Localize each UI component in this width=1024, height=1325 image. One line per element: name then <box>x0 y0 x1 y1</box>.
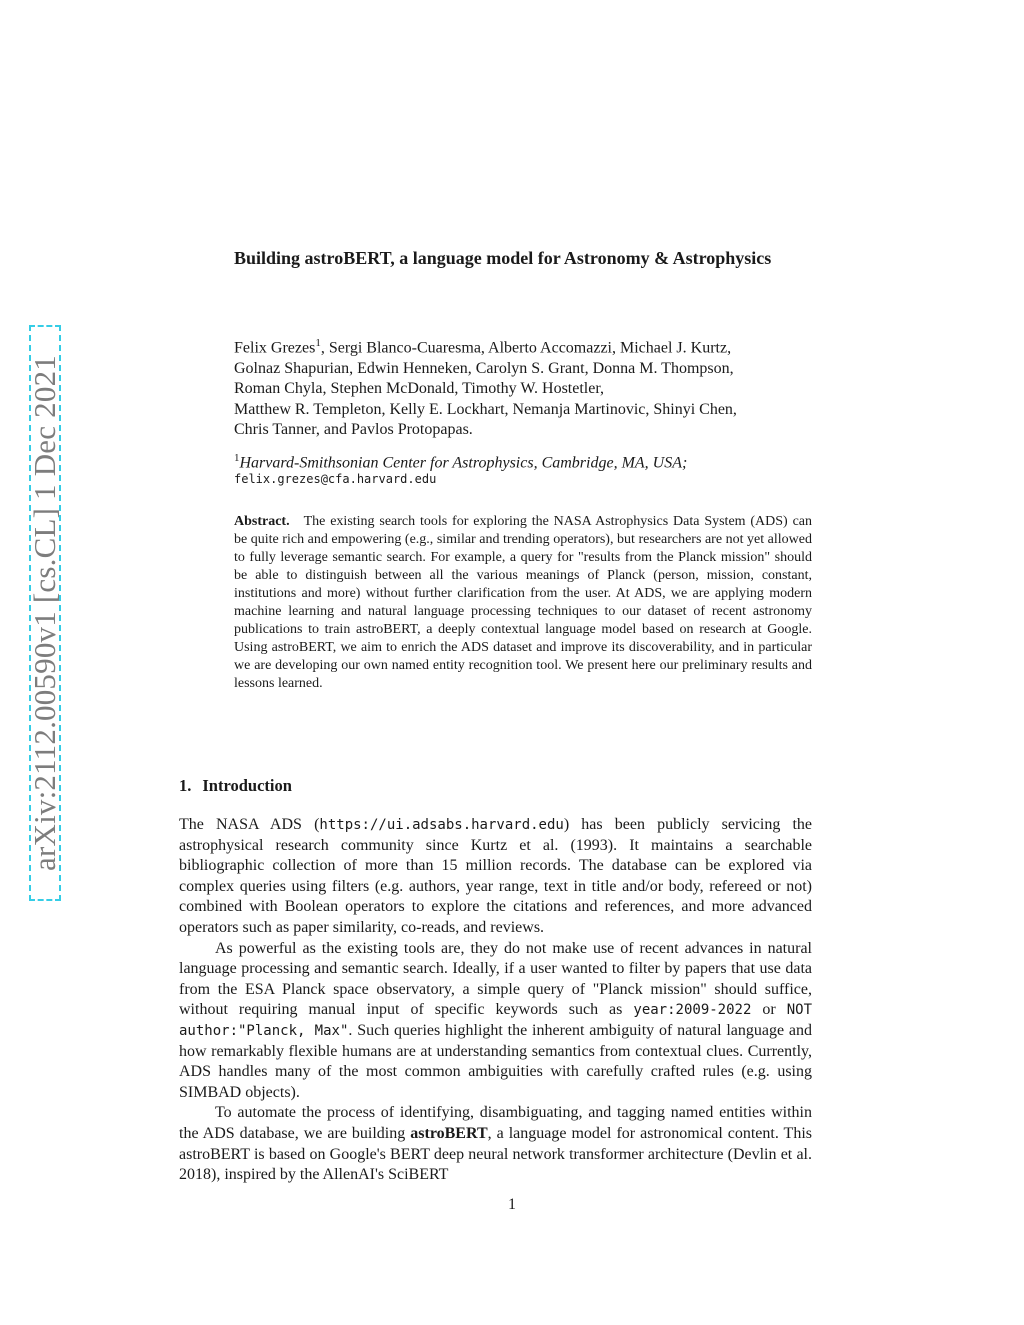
paragraph-2-start: As powerful as the existing tools are, they do not make use of recent advances in natural language processing and semantic search. Ideally, if a user wanted to filter by papers that use data from the ESA Planck space observatory, a simple query of "Planck mission" should suffice, without requiring manual input of specific keywords such as <box>179 939 812 1019</box>
paragraph-1-start: The NASA ADS ( <box>179 816 320 833</box>
first-author: Felix Grezes <box>234 339 316 357</box>
section-title: Introduction <box>202 776 292 795</box>
authors-line3: Roman Chyla, Stephen McDonald, Timothy W. Hostetler, <box>234 380 605 398</box>
paper-title: Building astroBERT, a language model for Astronomy & Astrophysics <box>234 248 772 268</box>
affiliation-mark: 1 <box>315 337 321 349</box>
section-number: 1. <box>179 776 192 795</box>
paragraph-1-rest: ) has been publicly servicing the astrophysical research community since Kurtz et al. (1993). It maintains a searchable bibliographic collection of more than 15 million records. The database can be explored via complex queries using filters (e.g. authors, year range, text in title and/or body, refereed or not) combined with Boolean operators to explore the citations and references, and more advanced operators such as paper similarity, co-reads, and reviews. <box>179 816 812 936</box>
affiliation-footnote-mark: 1 <box>234 452 240 464</box>
authors-line4: Matthew R. Templeton, Kelly E. Lockhart, Nemanja Martinovic, Shinyi Chen, <box>234 400 737 418</box>
section-heading <box>179 776 292 796</box>
astrobert-term: astroBERT <box>410 1124 488 1142</box>
page-number: 1 <box>508 1196 516 1213</box>
author-list <box>234 333 834 440</box>
abstract-text: The existing search tools for exploring the NASA Astrophysics Data System (ADS) can be quite rich and empowering (e.g., similar and trending operators), but researchers are not yet allowed to fully leverage semantic search. For example, a query for "results from the Planck mission" should be able to distinguish between all the various meanings of Planck (person, mission, constant, institutions and more) without further clarification from the user. At ADS, we are applying modern machine learning and natural language processing techniques to our dataset of recent astronomy publications to train astroBERT, a deeply contextual language model based on research at Google. Using astroBERT, we aim to enrich the ADS dataset and improve its discoverability, and in particular we are developing our own named entity recognition tool. We present here our preliminary results and lessons learned. <box>234 514 812 691</box>
paragraph-1 <box>179 815 812 939</box>
paragraph-2-mid: or <box>751 1001 787 1019</box>
code-year-query: year:2009-2022 <box>633 1002 752 1019</box>
authors-line5: Chris Tanner, and Pavlos Protopapas. <box>234 420 473 438</box>
ads-url-link[interactable]: https://ui.adsabs.harvard.edu <box>319 817 564 833</box>
paragraph-3-start: To automate the process of identifying, disambiguating, and tagging named entities within the ADS database, we are building <box>179 1104 812 1142</box>
paragraph-3 <box>179 1103 812 1185</box>
paragraph-3-rest: , a language model for astronomical content. This astroBERT is based on Google's BERT deep neural network transformer architecture (Devlin et al. 2018), inspired by the AllenAI's SciBERT <box>179 1124 813 1184</box>
arxiv-stamp-text: arXiv:2112.00590v1 [cs.CL] 1 Dec 2021 <box>27 355 62 871</box>
body-text <box>179 815 812 1186</box>
code-author-query: NOT author:"Planck, Max" <box>179 1002 813 1039</box>
affiliation <box>234 448 834 473</box>
arxiv-stamp <box>29 325 61 901</box>
abstract-label: Abstract. <box>234 514 290 529</box>
authors-line1: , Sergi Blanco-Cuaresma, Alberto Accomazzi, Michael J. Kurtz, <box>320 339 732 357</box>
author-email: felix.grezes@cfa.harvard.edu <box>234 472 437 486</box>
abstract <box>234 513 812 693</box>
paragraph-2-rest: . Such queries highlight the inherent ambiguity of natural language and how remarkably flexible humans are at understanding semantics from contextual clues. Currently, ADS handles many of the most common ambiguities with carefully crafted rules (e.g. using SIMBAD objects). <box>179 1021 813 1101</box>
affiliation-text: Harvard-Smithsonian Center for Astrophysics, Cambridge, MA, USA; <box>239 454 688 472</box>
paragraph-2 <box>179 939 812 1104</box>
authors-line2: Golnaz Shapurian, Edwin Henneken, Carolyn S. Grant, Donna M. Thompson, <box>234 359 734 377</box>
